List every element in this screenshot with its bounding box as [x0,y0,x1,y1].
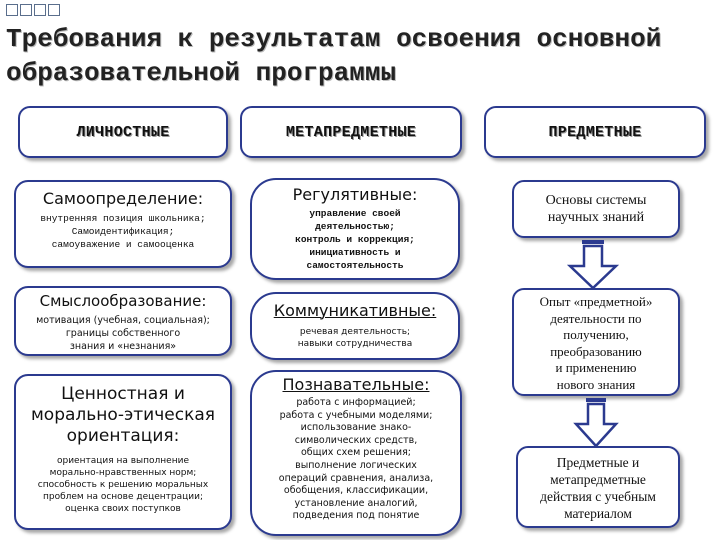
subject-item-text: Опыт «предметной» деятельности по получению, преобразованию и применению нового знания [539,294,653,392]
meta-item-text: управление своей деятельностью; контроль и коррекция; инициативность и самостоятельность [295,208,415,271]
personal-item-text: ориентация на выполнение морально-нравственных норм; способность к решению моральных проблем на основе децентрации; оценка своих поступков [37,456,209,514]
decorative-squares [6,4,76,24]
personal-item-heading: Ценностная и морально-этическая ориентация: [30,384,215,446]
header-metasubject: МЕТАПРЕДМЕТНЫЕ [240,106,462,158]
subject-item-actions [516,446,680,528]
personal-item-text: внутренняя позиция школьника; Самоидентификация; самоуважение и самооценка [40,213,206,250]
personal-item-self-determination [14,180,232,268]
personal-item-heading: Самоопределение: [42,189,204,208]
meta-item-heading: Регулятивные: [292,185,418,204]
subject-item-text: Предметные и метапредметные действия с учебным материалом [540,455,656,521]
meta-item-text: работа с информацией; работа с учебными моделями; использование знако- символических средств, общих схем решения; выполнение логических операций сравнения, анализа, обобщения, классификации, установление аналогий, подведения под понятие [278,397,434,522]
personal-item-meaning [14,286,232,356]
subject-item-text: Основы системы научных знаний [545,193,647,225]
subject-item-experience [512,288,680,396]
meta-item-communicative [250,292,460,360]
meta-item-heading: Познавательные: [282,375,430,394]
meta-item-regulatory [250,178,460,280]
meta-item-heading: Коммуникативные: [273,301,437,320]
personal-item-heading: Смыслообразование: [39,292,207,310]
header-subject: ПРЕДМЕТНЫЕ [484,106,706,158]
meta-item-text: речевая деятельность; навыки сотрудничества [297,327,413,349]
personal-item-values [14,374,232,530]
arrow-down-icon [566,238,622,290]
header-personal: ЛИЧНОСТНЫЕ [18,106,228,158]
arrow-down-icon [572,396,622,448]
personal-item-text: мотивация (учебная, социальная); границы собственного знания и «незнания» [36,315,210,352]
meta-item-cognitive [250,370,462,536]
page-title: Требования к результатам освоения основной образовательной программы [6,24,662,88]
subject-item-foundations [512,180,680,238]
